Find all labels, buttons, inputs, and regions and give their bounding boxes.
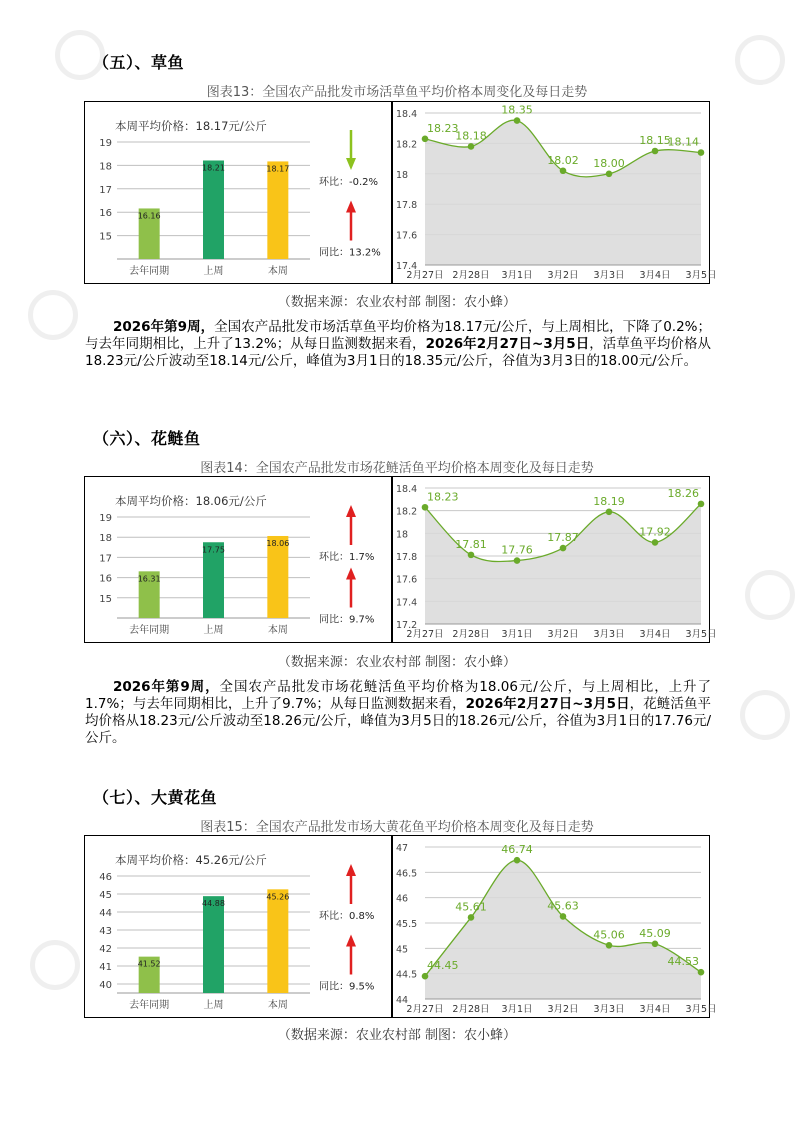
data-label: 18.15 [639,134,671,147]
data-label: 18.00 [593,156,625,170]
data-point [698,501,705,508]
figure-caption: 图表13：全国农产品批发市场活草鱼平均价格本周变化及每日走势 [206,85,588,100]
y-tick-label: 46.5 [396,868,418,880]
y-tick-label: 18 [396,169,409,181]
chart-title: 本周平均价格：45.26元/公斤 [115,853,267,867]
x-tick-label: 本周 [267,1000,288,1011]
x-tick-label: 2月28日 [452,1004,490,1015]
arrow-up-icon [346,505,356,517]
y-tick-label: 18 [99,161,112,173]
figure-caption: 图表15：全国农产品批发市场大黄花鱼平均价格本周变化及每日走势 [200,820,594,835]
y-tick-label: 18 [396,529,409,541]
bar-value-label: 18.21 [202,163,225,173]
figure-chart-pair [84,835,717,1018]
y-tick-label: 40 [99,980,112,991]
y-tick-label: 18.2 [396,506,418,518]
data-point [652,148,659,155]
y-tick-label: 17.4 [396,261,418,272]
arrow-up-icon [346,864,356,876]
data-label: 46.74 [501,843,533,857]
y-tick-label: 41 [99,962,112,973]
watermark-logo [745,570,795,620]
x-tick-label: 3月3日 [593,629,625,640]
bar-value-label: 18.06 [266,538,290,548]
data-point [514,117,521,124]
analysis-paragraph [85,319,711,370]
watermark-logo [735,35,785,85]
y-tick-label: 15 [99,593,112,605]
figure-caption: 图表14：全国农产品批发市场花鲢活鱼平均价格本周变化及每日走势 [200,461,594,476]
change-label: 同比：13.2% [319,247,381,259]
data-point [422,504,429,511]
bar [267,536,288,618]
y-tick-label: 46 [99,872,112,883]
x-tick-label: 上周 [203,625,224,636]
arrow-up-icon [346,935,356,947]
y-tick-label: 43 [99,926,112,937]
analysis-paragraph [85,679,711,747]
data-label: 45.61 [455,900,487,914]
y-tick-label: 44 [396,995,409,1006]
data-point [698,969,705,976]
bar-value-label: 16.31 [137,574,161,584]
bar [203,160,224,259]
figure-chart-pair [84,476,717,643]
data-point [468,552,475,559]
bold-lead: 2026年第9周， [113,319,215,335]
bar-value-label: 18.17 [266,164,290,174]
x-tick-label: 去年同期 [129,1000,170,1011]
bar-value-label: 44.88 [202,899,225,909]
data-source: （数据来源：农业农村部 制图：农小蜂） [277,655,517,670]
bold-date-range: 2026年2月27日~3月5日 [425,336,590,352]
data-point [606,509,613,516]
chart-title: 本周平均价格：18.06元/公斤 [115,494,267,508]
data-point [560,167,567,174]
x-tick-label: 3月3日 [593,1004,625,1015]
y-tick-label: 45 [396,944,409,956]
change-label: 环比：1.7% [319,552,375,563]
x-tick-label: 3月4日 [639,629,671,640]
y-tick-label: 16 [99,573,112,585]
bar-value-label: 41.52 [137,959,161,969]
data-point [422,136,429,143]
data-point [652,539,659,546]
x-tick-label: 3月1日 [501,270,533,281]
y-tick-label: 45 [99,890,112,901]
y-tick-label: 17.8 [396,200,418,212]
data-label: 18.02 [547,153,579,167]
y-tick-label: 42 [99,944,112,955]
weekly-bar-chart [85,477,391,642]
data-point [514,857,521,864]
x-tick-label: 2月27日 [406,1004,444,1015]
y-tick-label: 18.2 [396,139,418,151]
data-label: 18.35 [501,103,533,117]
data-source: （数据来源：农业农村部 制图：农小蜂） [277,295,517,310]
daily-trend-chart [393,102,717,283]
data-point [606,942,613,949]
change-label: 环比：-0.2% [319,177,379,188]
daily-trend-chart [393,477,717,642]
y-tick-label: 17.2 [396,620,418,631]
paragraph-text: ，活草鱼平均价格从18.23元/公斤波动至18.14元/公斤，峰值为3月1日的18.35元/公斤，谷值为3月3日的18.00元/公斤。 [85,336,711,369]
x-tick-label: 2月27日 [406,270,444,281]
data-point [606,171,613,178]
change-label: 同比：9.7% [319,614,375,626]
x-tick-label: 上周 [203,266,224,277]
x-tick-label: 3月1日 [501,629,533,640]
x-tick-label: 去年同期 [129,266,170,277]
watermark-logo [740,690,790,740]
area-fill [425,504,701,624]
data-point [468,914,475,921]
data-label: 18.14 [667,135,699,149]
change-label: 环比：0.8% [319,911,375,922]
bar [267,161,288,259]
data-point [698,149,705,156]
data-label: 44.45 [427,959,459,973]
weekly-bar-chart [85,836,391,1017]
y-tick-label: 17.8 [396,552,418,563]
data-label: 45.09 [639,926,671,940]
data-source: （数据来源：农业农村部 制图：农小蜂） [277,1028,517,1043]
bar [267,889,288,993]
paragraph-text: ，花鲢活鱼平均价格从18.23元/公斤波动至18.26元/公斤，峰值为3月5日的18.26元/公斤，谷值为3月1日的17.76元/公斤。 [85,696,712,746]
x-tick-label: 2月28日 [452,270,490,281]
y-tick-label: 18.4 [396,109,418,120]
y-tick-label: 17.4 [396,597,418,609]
x-tick-label: 去年同期 [129,625,170,636]
y-tick-label: 17 [99,184,112,196]
paragraph-text: 全国农产品批发市场花鲢活鱼平均价格为18.06元/公斤，与上周相比，上升了1.7%；与去年同期相比，上升了9.7%；从每日监测数据来看， [85,679,711,712]
x-tick-label: 3月5日 [685,270,717,281]
y-tick-label: 47 [396,843,409,854]
data-label: 17.87 [547,531,579,545]
y-tick-label: 46 [396,893,409,905]
data-label: 17.76 [501,543,533,557]
y-tick-label: 18.4 [396,484,418,495]
y-tick-label: 17.6 [396,230,418,242]
section-title: （五）、草鱼 [93,53,185,72]
y-tick-label: 19 [99,138,112,149]
arrow-up-icon [346,201,356,213]
y-tick-label: 19 [99,513,112,524]
arrow-down-icon [346,158,356,170]
x-tick-label: 本周 [267,625,288,636]
x-tick-label: 2月28日 [452,629,490,640]
data-label: 18.23 [427,490,459,504]
x-tick-label: 本周 [267,266,288,277]
y-tick-label: 15 [99,231,112,243]
data-point [652,940,659,947]
data-point [560,545,567,552]
y-tick-label: 18 [99,533,112,545]
weekly-bar-chart [85,102,391,283]
y-tick-label: 45.5 [396,919,418,930]
bar-value-label: 45.26 [266,892,290,902]
y-tick-label: 16 [99,208,112,220]
y-tick-label: 17 [99,553,112,565]
x-tick-label: 3月5日 [685,629,717,640]
y-tick-label: 44.5 [396,969,418,981]
data-point [514,557,521,564]
x-tick-label: 3月4日 [639,1004,671,1015]
y-tick-label: 44 [99,908,112,919]
data-point [560,913,567,920]
data-label: 45.06 [593,928,625,942]
data-label: 17.92 [639,525,671,539]
x-tick-label: 3月3日 [593,270,625,281]
data-label: 44.53 [667,955,699,969]
daily-trend-chart [393,836,717,1017]
y-tick-label: 17.6 [396,574,418,586]
x-tick-label: 上周 [203,1000,224,1011]
chart-title: 本周平均价格：18.17元/公斤 [115,119,267,133]
data-label: 17.81 [455,537,487,551]
bar [203,896,224,993]
data-point [468,143,475,150]
x-tick-label: 2月27日 [406,629,444,640]
data-label: 45.63 [547,899,579,913]
figure-chart-pair [84,101,717,284]
x-tick-label: 3月1日 [501,1004,533,1015]
paragraph-text: 全国农产品批发市场活草鱼平均价格为18.17元/公斤，与上周相比，下降了0.2%；与去年同期相比，上升了13.2%；从每日监测数据来看， [85,319,712,352]
x-tick-label: 3月2日 [547,629,579,640]
x-tick-label: 3月2日 [547,1004,579,1015]
x-tick-label: 3月4日 [639,270,671,281]
x-tick-label: 3月5日 [685,1004,717,1015]
change-label: 同比：9.5% [319,981,375,993]
data-label: 18.18 [455,129,487,143]
x-tick-label: 3月2日 [547,270,579,281]
section-title: （六）、花鲢鱼 [93,429,201,448]
arrow-up-icon [346,568,356,580]
section-title: （七）、大黄花鱼 [93,788,218,807]
data-label: 18.26 [667,486,699,500]
data-point [422,973,429,980]
bar-value-label: 17.75 [202,545,225,555]
bar-value-label: 16.16 [137,211,161,221]
data-label: 18.19 [593,494,625,508]
watermark-logo [30,940,80,990]
bold-date-range: 2026年2月27日~3月5日 [465,696,630,712]
data-label: 18.23 [427,121,459,135]
bold-lead: 2026年第9周， [113,679,220,695]
